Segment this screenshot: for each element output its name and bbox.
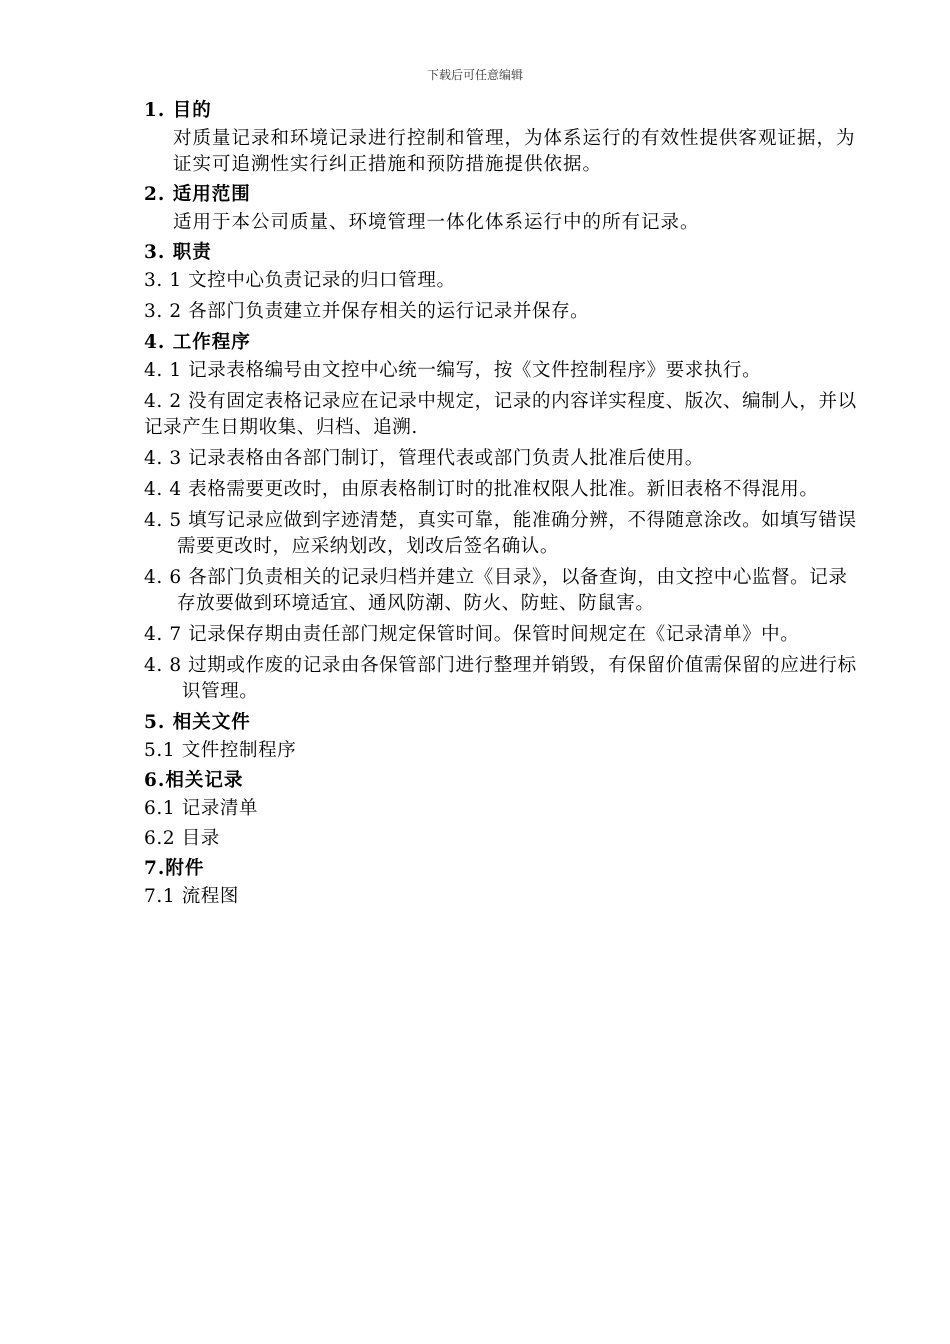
procedure-item: 4. 1 记录表格编号由文控中心统一编写，按《文件控制程序》要求执行。 bbox=[144, 360, 762, 381]
procedure-item: 4. 7 记录保存期由责任部门规定保管时间。保管时间规定在《记录清单》中。 bbox=[144, 624, 800, 645]
procedure-item: 4. 2 没有固定表格记录应在记录中规定，记录的内容详实程度、版次、编制人，并以记录产生日期收集、归档、追溯. bbox=[144, 391, 857, 438]
procedure-item: 4. 4 表格需要更改时，由原表格制订时的批准权限人批准。新旧表格不得混用。 bbox=[144, 479, 819, 500]
section-title-purpose: 1. 目的 bbox=[144, 100, 212, 121]
section-title-related-documents: 5. 相关文件 bbox=[144, 712, 251, 733]
page-header-note: 下载后可任意编辑 bbox=[426, 68, 523, 82]
procedure-item: 4. 5 填写记录应做到字迹清楚，真实可靠，能准确分辨，不得随意涂改。如填写错误需要更改时，应采纳划改，划改后签名确认。 bbox=[144, 510, 857, 557]
procedure-item: 4. 3 记录表格由各部门制订，管理代表或部门负责人批准后使用。 bbox=[144, 448, 704, 469]
related-document-item: 5.1 文件控制程序 bbox=[144, 740, 297, 761]
procedure-item: 4. 8 过期或作废的记录由各保管部门进行整理并销毁，有保留价值需保留的应进行标识管理。 bbox=[144, 655, 857, 702]
responsibility-item: 3. 1 文控中心负责记录的归口管理。 bbox=[144, 270, 456, 291]
related-record-item: 6.2 目录 bbox=[144, 828, 220, 849]
related-record-item: 6.1 记录清单 bbox=[144, 798, 259, 819]
section-title-responsibility: 3. 职责 bbox=[144, 242, 212, 263]
section-body-scope: 适用于本公司质量、环境管理一体化体系运行中的所有记录。 bbox=[173, 212, 700, 233]
attachment-item: 7.1 流程图 bbox=[144, 886, 240, 907]
section-title-attachments: 7.附件 bbox=[144, 858, 205, 879]
section-title-procedure: 4. 工作程序 bbox=[144, 332, 251, 353]
section-title-related-records: 6.相关记录 bbox=[144, 770, 244, 791]
document-body bbox=[144, 96, 866, 914]
section-title-scope: 2. 适用范围 bbox=[144, 184, 251, 205]
section-body-purpose: 对质量记录和环境记录进行控制和管理，为体系运行的有效性提供客观证据，为证实可追溯性实行纠正措施和预防措施提供依据。 bbox=[173, 128, 856, 175]
responsibility-item: 3. 2 各部门负责建立并保存相关的运行记录并保存。 bbox=[144, 301, 590, 322]
procedure-item: 4. 6 各部门负责相关的记录归档并建立《目录》，以备查询，由文控中心监督。记录存放要做到环境适宜、通风防潮、防火、防蛀、防鼠害。 bbox=[144, 567, 848, 614]
